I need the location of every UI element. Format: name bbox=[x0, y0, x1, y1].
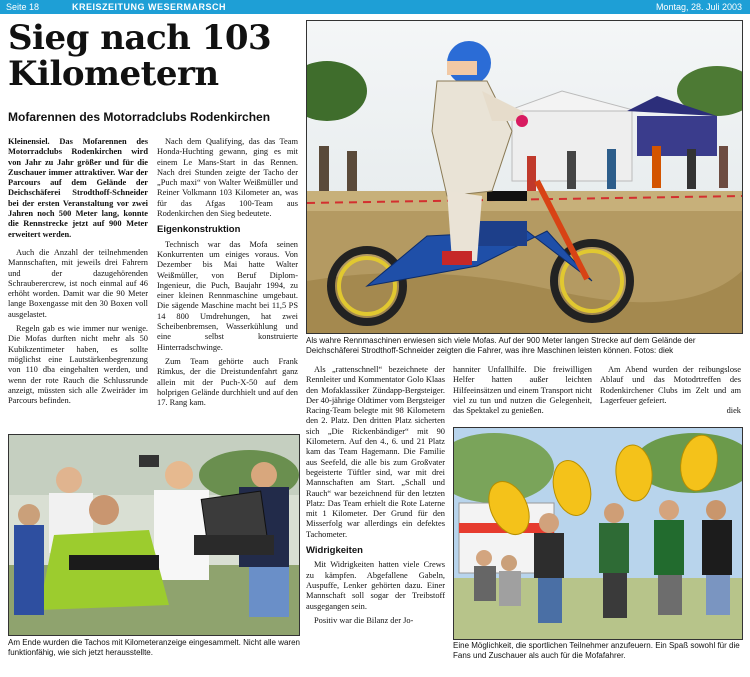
paragraph: Mit Widrigkeiten hatten viele Crews zu kämpfen. Abgefallene Gabeln, Auspuffe, Lenker gehörten dazu. Einer Mannschaft soll sogar der Treibstoff ausgegangen sein. bbox=[306, 560, 445, 611]
paragraph: Zum Team gehörte auch Frank Rimkus, der die Dreistundenfahrt ganz allein mit der Puch-X-50 auf dem holprigen Gelände durchhielt und auf den 17. Rang kam. bbox=[157, 356, 298, 408]
article-column-1 bbox=[8, 137, 148, 406]
article-column-5 bbox=[600, 365, 741, 416]
bottom-left-caption: Am Ende wurden die Tachos mit Kilometeranzeige eingesammelt. Nicht alle waren funktionfähig, wie sich jetzt herausstellte. bbox=[8, 638, 300, 657]
article-column-3 bbox=[306, 365, 445, 626]
newspaper-name: KREISZEITUNG WESERMARSCH bbox=[72, 2, 227, 12]
page-header-bar bbox=[0, 0, 750, 14]
paragraph: Am Abend wurden der reibungslose Ablauf und das Motodrtreffen des Rodenkirchener Clubs im Zelt und am Lagerfeuer gefeiert. bbox=[600, 365, 741, 405]
article-column-4 bbox=[453, 365, 592, 416]
author-signature: diek bbox=[726, 406, 741, 416]
section-heading: Widrigkeiten bbox=[306, 545, 363, 557]
article-subhead: Mofarennen des Motorradclubs Rodenkirchen bbox=[8, 110, 271, 124]
section-heading: Eigenkonstruktion bbox=[157, 224, 241, 236]
article-column-2 bbox=[157, 137, 298, 408]
bottom-right-caption: Eine Möglichkeit, die sportlichen Teilnehmer anzufeuern. Ein Spaß sowohl für die Fans und Zuschauer als auch für die Mofafahrer. bbox=[453, 641, 740, 660]
photo-foam-hands-fans bbox=[453, 427, 743, 640]
paragraph: Regeln gab es wie immer nur wenige. Die Mofas durften nicht mehr als 50 Kubikzentimeter haben, es sollte möglichst eine Lautstärkenbegrenzung von 110 dba eingehalten werden, und wenn der rote Rauch die Schlussrunde anzeigt, müssten sich alle Zweiräder im Parcours befinden. bbox=[8, 324, 148, 406]
photo-tachometers-collected bbox=[8, 434, 300, 636]
paragraph: Nach dem Qualifying, das das Team Honda-Huchting gewann, ging es mit einem Le Mans-Start in das Rennen. Nach drei Stunden zeigte der Tacho der „Puch maxi“ von Walter Weißmüller und Reiner Volkmann 103 Kilometer an, was für das Afgas 100-Team aus Rodenkirchen den Sieg bedeutete. bbox=[157, 137, 298, 219]
paragraph: Als „rattenschnell“ bezeichnete der Rennleiter und Kommentator Golo Klaas den Mofaklassiker Zündapp-Bergsteiger. Der 40-jährige Oldtimer vom Bergsteiger Racing-Team belegte mit 98 Kilometern den 2. Platz. Den dritten Platz sicherten sich „Die Rickenbändiger“ mit 90 Kilometern. Auf den 4., 6. und 21 Platz kam das Team Hagemann. Die Familie aus Seefeld, die alle bis zum Großvater begeisterte Tüftler sind, war mit drei Mannschaften am Start. „Schall und Rauch“ war bezeichnend für den letzten Platz: Das Team erhielt die Rote Laterne mit 1 Kilometer. Der Grund für den Misserfolg war allerdings ein defektes Tachometer. bbox=[306, 365, 445, 539]
paragraph: Auch die Anzahl der teilnehmenden Mannschaften, mit jeweils drei Fahrern und der dazugehörenden Schrauberercrew, ist noch einmal auf 46 erhöht worden. Damit war die 90 Meter lange Boxengasse mit den 30 Boxen voll ausgelastet. bbox=[8, 247, 148, 319]
lead-paragraph: Kleinensiel. Das Mofarennen des Motorradclubs Rodenkirchen wird von Jahr zu Jahr größer und für die Zuschauer immer attraktiver. War der Parcours auf dem Gelände der Deichschäferei Strodthoff-Schneider bei der ersten Veranstaltung vor zwei Jahren noch 500 Meter lang, konnte die Rennstrecke jetzt auf 900 Meter erweitert werden. bbox=[8, 137, 148, 239]
main-photo-caption: Als wahre Rennmaschinen erwiesen sich viele Mofas. Auf der 900 Meter langen Strecke auf dem Gelände der Deichschäferei Strodthoff-Schneider zeigten die Fahrer, was ihre Maschinen leisten können. Fotos: diek bbox=[306, 336, 696, 355]
paragraph: hanniter Unfallhilfe. Die freiwilligen Helfer hatten außer leichten Hilfeeinsätzen und einem Transport nicht viel zu tun und nutzen die Gelegenheit, das Spektakel zu genießen. bbox=[453, 365, 592, 416]
article-headline: Sieg nach 103 Kilometern bbox=[8, 18, 272, 94]
paragraph: Positiv war die Bilanz der Jo- bbox=[314, 615, 414, 625]
issue-date: Montag, 28. Juli 2003 bbox=[655, 2, 742, 12]
paragraph: Technisch war das Mofa seinen Konkurrenten um einiges voraus. Von Dezember bis Mai hatte Walter Weißmüller, von Beruf Diplom-Ingenieur, die Puch, Baujahr 1994, zu einer kleinen Rennmaschine umgebaut. Die sägende Maschine macht bei 11,5 PS 14 800 Umdrehungen, hat zwei Scheibenbremsen, Wasserkühlung und eine selbst konstruierte Hinterradschwinge. bbox=[157, 239, 298, 352]
main-photo-motocross-rider bbox=[306, 20, 743, 334]
page-number: Seite 18 bbox=[6, 2, 40, 12]
